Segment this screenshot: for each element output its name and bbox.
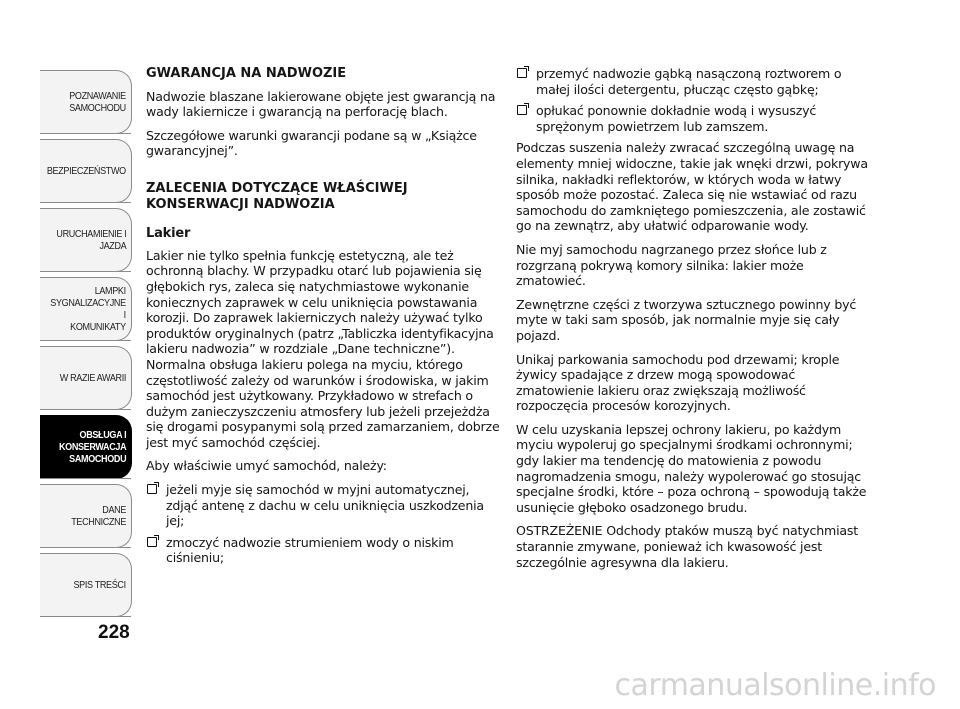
list-item-text: opłukać ponownie dokładnie wodą i wysuszyć sprężonym powietrzem lub zamszem. [536,103,817,134]
section-heading: ZALECENIA DOTYCZĄCE WŁAŚCIWEJ KONSERWACJI NADWOZIA [146,180,408,212]
checkbox-bullet-icon [147,484,157,494]
page-number: 228 [98,622,130,643]
tab-label: BEZPIECZEŃSTWO [47,165,126,177]
tab-label: OBSŁUGA I KONSERWACJA SAMOCHODU [58,429,126,465]
paragraph: W celu uzyskania lepszej ochrony lakieru, po każdym myciu wypoleruj go specjalnymi środkami ochronnymi; gdy lakier ma tendencję do matowienia z powodu nagromadzenia smogu, należy wypolerować go stosując specjalne środki, które – poza ochroną – spowodują także usunięcie głęboko osadzonego brudu. [516,421,867,515]
list-item [146,482,502,529]
list-item [146,535,502,566]
left-column [146,66,502,572]
paragraph: Zewnętrzne części z tworzywa sztucznego powinny być myte w taki sam sposób, jak normalnie myje się cały pojazd. [516,296,857,343]
chapter-tabs [40,70,132,622]
list-item-text: przemyć nadwozie gąbką nasączoną roztworem o małej ilości detergentu, płucząc często gąbkę; [536,66,842,97]
paragraph: OSTRZEŻENIE Odchody ptaków muszą być natychmiast starannie zmywane, ponieważ ich kwasowość jest szczególnie agresywna dla lakieru. [516,523,858,570]
tab-label: URUCHAMIENIE I JAZDA [56,228,126,252]
tab-spis-tresci[interactable] [40,553,132,617]
list-item [516,66,872,97]
paragraph: Aby właściwie umyć samochód, należy: [146,458,387,474]
tab-label: POZNAWANIE SAMOCHODU [69,90,126,114]
paragraph: Nadwozie blaszane lakierowane objęte jest gwarancją na wady lakiernicze i gwarancją na perforację blach. [146,88,496,120]
tab-label: DANE TECHNICZNE [71,504,126,528]
tab-label: W RAZIE AWARII [59,372,126,384]
tab-dane-techniczne[interactable] [40,484,132,548]
tab-bezpieczenstwo[interactable] [40,139,132,203]
list-item-text: jeżeli myje się samochód w myjni automatycznej, zdjąć antenę z dachu w celu uniknięcia uszkodzenia jej; [166,482,484,529]
checkbox-bullet-icon [517,105,527,115]
subheading: Lakier [146,226,191,242]
section-heading: GWARANCJA NA NADWOZIE [146,66,347,81]
tab-uruchamianie-i-jazda[interactable] [40,208,132,272]
paragraph: Unikaj parkowania samochodu pod drzewami; krople żywicy spadające z drzew mogą spowodować zmatowienie lakieru oraz zwiększają możliwość rozpoczęcia procesów korozyjnych. [516,351,840,414]
tab-w-razie-awarii[interactable] [40,346,132,410]
paragraph: Szczegółowe warunki gwarancji podane są w „Książce gwarancyjnej”. [146,127,477,159]
tab-obsluga-i-konserwacja[interactable] [40,415,132,479]
tab-lampki-sygnalizacyjne[interactable] [40,277,132,341]
checkbox-bullet-icon [147,537,157,547]
list-item [516,103,872,134]
paragraph: Podczas suszenia należy zwracać szczególną uwagę na elementy mniej widoczne, takie jak wnęki drzwi, pokrywa silnika, nakładki reflektorów, w których woda w łatwy sposób może pozostać. Zaleca się nie wstawiać od razu samochodu do zamkniętego pomieszczenia, ale zostawić go na zewnątrz, aby ułatwić odparowanie wody. [516,140,868,234]
paragraph: Lakier nie tylko spełnia funkcję estetyczną, ale też ochronną blachy. W przypadku otarć lub pojawienia się głębokich rys, zaleca się natychmiastowe wykonanie koniecznych zaprawek w celu uniknięcia powstawania korozji. Do zaprawek lakierniczych należy używać tylko produktów oryginalnych (patrz „Tabliczka identyfikacyjna lakieru nadwozia” w rozdziale „Dane techniczne”). Normalna obsługa lakieru polega na myciu, którego częstotliwość zależy od warunków i środowiska, w jakim samochód jest użytkowany. Przykładowo w strefach o dużym zanieczyszczeniu atmosfery lub jeżeli przejeżdża się drogami posypanymi solą przed zamarzaniem, dobrze jest myć samochód częściej. [146,247,500,450]
checkbox-bullet-icon [517,68,527,78]
list-item-text: zmoczyć nadwozie strumieniem wody o niskim ciśnieniu; [166,534,454,566]
tab-label: LAMPKI SYGNALIZACYJNE I KOMUNIKATY [50,285,126,333]
tab-poznawanie-samochodu[interactable] [40,70,132,134]
paragraph: Nie myj samochodu nagrzanego przez słońce lub z rozgrzaną pokrywą komory silnika: lakier może zmatowieć. [516,241,827,289]
right-column [516,66,872,578]
watermark: carmanualsonline.info [614,668,936,703]
tab-label: SPIS TREŚCI [73,579,126,591]
